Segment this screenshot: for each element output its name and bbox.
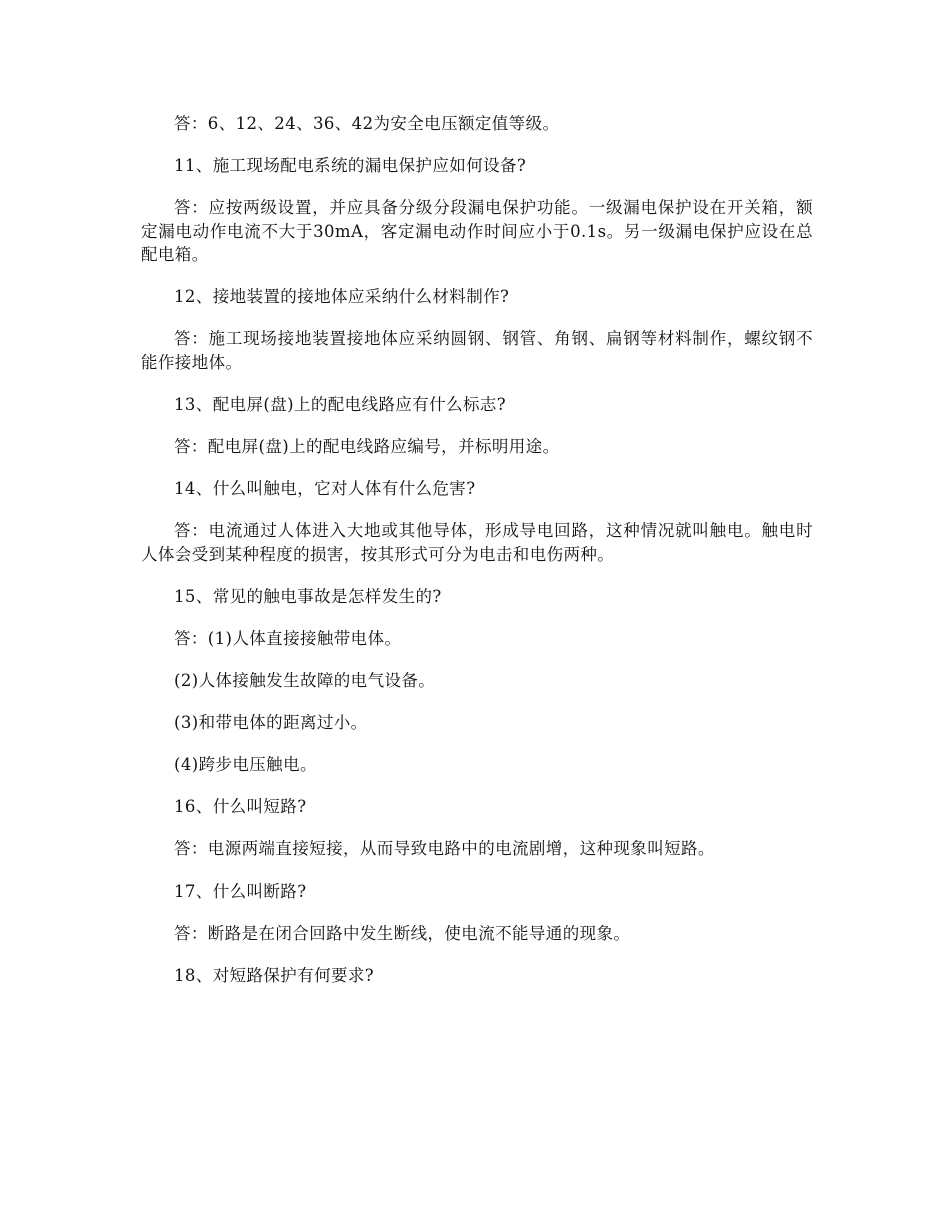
paragraph-answer-15-item-1: 答：(1)人体直接接触带电体。 — [174, 628, 402, 648]
paragraph-question-14: 14、什么叫触电，它对人体有什么危害? — [174, 479, 476, 499]
paragraph-question-12: 12、接地装置的接地体应采纳什么材料制作? — [174, 287, 510, 307]
paragraph-answer-17: 答：断路是在闭合回路中发生断线，使电流不能导通的现象。 — [174, 923, 631, 943]
paragraph-question-17: 17、什么叫断路? — [174, 881, 307, 901]
paragraph-answer-15-item-4: (4)跨步电压触电。 — [174, 755, 317, 775]
document-body — [141, 112, 813, 987]
paragraph-answer-12: 答：施工现场接地装置接地体应采纳圆钢、钢管、角钢、扁钢等材料制作，螺纹钢不能作接地体。 — [141, 329, 813, 372]
paragraph-question-11: 11、施工现场配电系统的漏电保护应如何设备? — [174, 156, 527, 176]
paragraph-answer-15-item-2: (2)人体接触发生故障的电气设备。 — [174, 671, 436, 691]
paragraph-question-16: 16、什么叫短路? — [174, 797, 307, 817]
paragraph-answer-11: 答：应按两级设置，并应具备分级分段漏电保护功能。一级漏电保护设在开关箱，额定漏电动作电流不大于30mA，客定漏电动作时间应小于0.1s。另一级漏电保护应设在总配电箱。 — [141, 198, 813, 265]
paragraph-question-15: 15、常见的触电事故是怎样发生的? — [174, 586, 442, 606]
paragraph-answer-16: 答：电源两端直接短接，从而导致电路中的电流剧增，这种现象叫短路。 — [174, 839, 715, 859]
paragraph-answer-10: 答：6、12、24、36、42为安全电压额定值等级。 — [174, 114, 560, 133]
paragraph-answer-13: 答：配电屏(盘)上的配电线路应编号，并标明用途。 — [174, 437, 560, 457]
paragraph-answer-15-item-3: (3)和带电体的距离过小。 — [174, 713, 368, 733]
paragraph-question-13: 13、配电屏(盘)上的配电线路应有什么标志? — [174, 394, 507, 414]
paragraph-answer-14: 答：电流通过人体进入大地或其他导体，形成导电回路，这种情况就叫触电。触电时人体会受到某种程度的损害，按其形式可分为电击和电伤两种。 — [141, 521, 813, 564]
paragraph-question-18: 18、对短路保护有何要求? — [174, 965, 375, 985]
